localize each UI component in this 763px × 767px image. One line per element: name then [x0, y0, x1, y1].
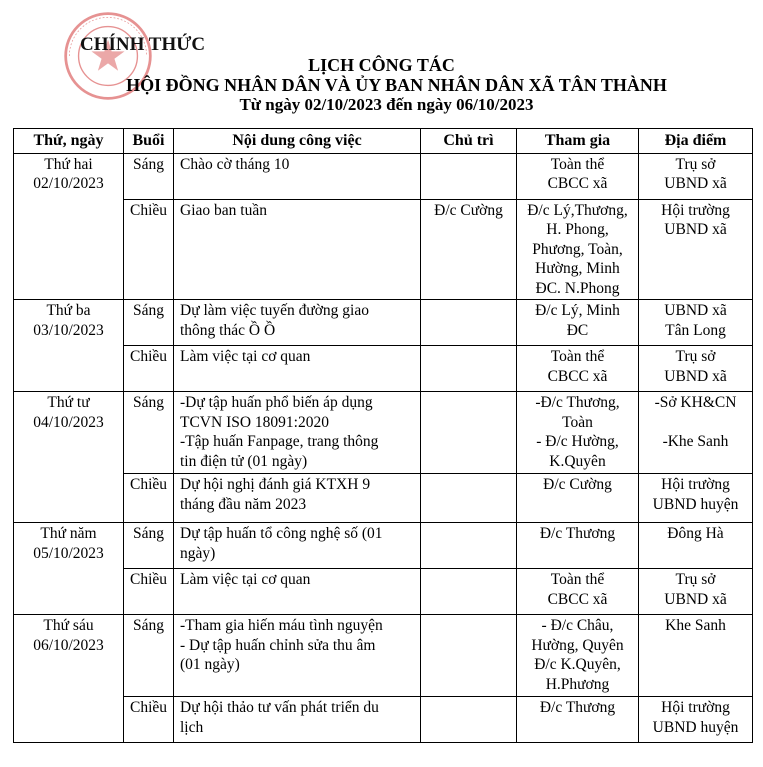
date-range: Từ ngày 02/10/2023 đến ngày 06/10/2023 — [239, 95, 534, 114]
chair-cell — [421, 615, 517, 697]
content-cell: Dự làm việc tuyến đường giao thông thác Ồ Ồ — [174, 300, 421, 346]
location-cell: Trụ sở UBND xã — [639, 569, 753, 615]
participants-cell: Toàn thể CBCC xã — [517, 569, 639, 615]
chair-cell — [421, 392, 517, 474]
location-cell: UBND xã Tân Long — [639, 300, 753, 346]
session-cell: Sáng — [124, 523, 174, 569]
table-row — [14, 392, 753, 474]
participants-cell: Đ/c Thương — [517, 523, 639, 569]
day-cell: Thứ sáu 06/10/2023 — [14, 615, 124, 743]
document-title: LỊCH CÔNG TÁC — [308, 55, 455, 75]
location-cell: Trụ sở UBND xã — [639, 153, 753, 199]
chair-cell — [421, 697, 517, 743]
chair-cell — [421, 474, 517, 523]
column-header-content: Nội dung công việc — [174, 129, 421, 154]
day-cell: Thứ tư 04/10/2023 — [14, 392, 124, 523]
table-row — [14, 346, 753, 392]
content-cell: -Tham gia hiến máu tình nguyện - Dự tập huấn chỉnh sửa thu âm (01 ngày) — [174, 615, 421, 697]
location-cell: Trụ sở UBND xã — [639, 346, 753, 392]
day-cell: Thứ ba 03/10/2023 — [14, 300, 124, 392]
content-cell: Dự hội thảo tư vấn phát triển du lịch — [174, 697, 421, 743]
table-row — [14, 300, 753, 346]
participants-cell: - Đ/c Châu, Hường, Quyên Đ/c K.Quyên, H.Phương — [517, 615, 639, 697]
content-cell: Chào cờ tháng 10 — [174, 153, 421, 199]
chair-cell — [421, 300, 517, 346]
column-header-participants: Tham gia — [517, 129, 639, 154]
content-cell: Làm việc tại cơ quan — [174, 569, 421, 615]
session-cell: Sáng — [124, 300, 174, 346]
session-cell: Sáng — [124, 615, 174, 697]
table-row — [14, 569, 753, 615]
location-cell: -Sở KH&CN -Khe Sanh — [639, 392, 753, 474]
column-header-day: Thứ, ngày — [14, 129, 124, 154]
document-header — [0, 55, 763, 115]
column-header-location: Địa điểm — [639, 129, 753, 154]
schedule-table — [13, 128, 753, 743]
location-cell: Đông Hà — [639, 523, 753, 569]
table-row — [14, 153, 753, 199]
table-header-row — [14, 129, 753, 154]
content-cell: Dự hội nghị đánh giá KTXH 9 tháng đầu năm 2023 — [174, 474, 421, 523]
location-cell: Hội trường UBND xã — [639, 199, 753, 300]
participants-cell: Đ/c Thương — [517, 697, 639, 743]
session-cell: Chiều — [124, 346, 174, 392]
location-cell: Hội trường UBND huyện — [639, 697, 753, 743]
location-cell: Hội trường UBND huyện — [639, 474, 753, 523]
session-cell: Chiều — [124, 199, 174, 300]
session-cell: Chiều — [124, 569, 174, 615]
official-label: CHÍNH THỨC — [80, 34, 206, 55]
day-cell: Thứ năm 05/10/2023 — [14, 523, 124, 615]
chair-cell — [421, 523, 517, 569]
chair-cell: Đ/c Cường — [421, 199, 517, 300]
session-cell: Chiều — [124, 474, 174, 523]
table-row — [14, 199, 753, 300]
participants-cell: Toàn thể CBCC xã — [517, 346, 639, 392]
content-cell: Làm việc tại cơ quan — [174, 346, 421, 392]
day-cell: Thứ hai 02/10/2023 — [14, 153, 124, 300]
content-cell: Dự tập huấn tổ công nghệ số (01 ngày) — [174, 523, 421, 569]
session-cell: Sáng — [124, 153, 174, 199]
table-row — [14, 523, 753, 569]
chair-cell — [421, 153, 517, 199]
participants-cell: Đ/c Lý, Minh ĐC — [517, 300, 639, 346]
chair-cell — [421, 346, 517, 392]
organization-name: HỘI ĐỒNG NHÂN DÂN VÀ ỦY BAN NHÂN DÂN XÃ TÂN THÀNH — [126, 75, 667, 95]
column-header-chair: Chủ trì — [421, 129, 517, 154]
participants-cell: -Đ/c Thương, Toàn - Đ/c Hường, K.Quyên — [517, 392, 639, 474]
table-row — [14, 615, 753, 697]
participants-cell: Đ/c Lý,Thương, H. Phong, Phương, Toàn, Hường, Minh ĐC. N.Phong — [517, 199, 639, 300]
content-cell: -Dự tập huấn phổ biến áp dụng TCVN ISO 18091:2020 -Tập huấn Fanpage, trang thông tin điện tử (01 ngày) — [174, 392, 421, 474]
content-cell: Giao ban tuần — [174, 199, 421, 300]
table-row — [14, 697, 753, 743]
participants-cell: Toàn thể CBCC xã — [517, 153, 639, 199]
chair-cell — [421, 569, 517, 615]
session-cell: Chiều — [124, 697, 174, 743]
participants-cell: Đ/c Cường — [517, 474, 639, 523]
table-row — [14, 474, 753, 523]
session-cell: Sáng — [124, 392, 174, 474]
location-cell: Khe Sanh — [639, 615, 753, 697]
column-header-session: Buổi — [124, 129, 174, 154]
